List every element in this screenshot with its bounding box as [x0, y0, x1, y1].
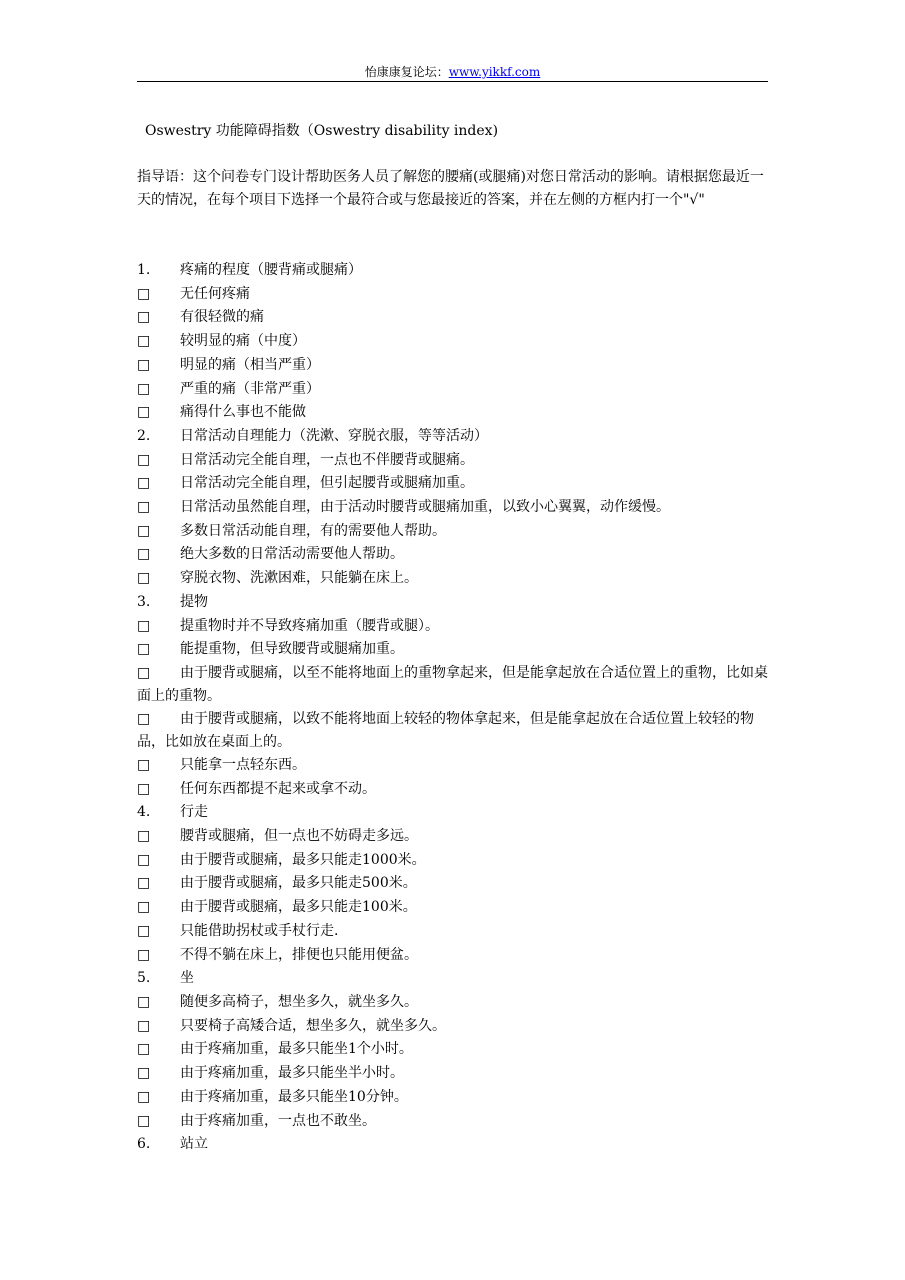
answer-option: [137, 520, 769, 544]
answer-option: [137, 920, 769, 944]
answer-label: 无任何疼痛: [180, 285, 250, 302]
checkbox-icon[interactable]: □: [137, 380, 151, 397]
answer-option: [137, 330, 769, 354]
answer-option: [137, 849, 769, 873]
answer-label: 由于腰背或腿痛，最多只能走100米。: [180, 899, 417, 916]
checkbox-icon[interactable]: □: [137, 664, 151, 681]
answer-label: 穿脱衣物、洗漱困难，只能躺在床上。: [180, 570, 418, 587]
answer-label: 不得不躺在床上，排便也只能用便盆。: [180, 946, 418, 963]
checkbox-icon[interactable]: □: [137, 851, 151, 868]
checkbox-icon[interactable]: □: [137, 309, 151, 326]
answer-label: 有很轻微的痛: [180, 309, 264, 326]
checkbox-icon[interactable]: □: [137, 946, 151, 963]
answer-label: 较明显的痛（中度）: [180, 333, 306, 350]
answer-label: 由于腰背或腿痛，以至不能将地面上的重物拿起来，但是能拿起放在合适位置上的重物，比如桌面上的重物。: [137, 664, 768, 704]
answer-label: 由于腰背或腿痛，以致不能将地面上较轻的物体拿起来，但是能拿起放在合适位置上较轻的物品，比如放在桌面上的。: [137, 710, 754, 750]
page-header: [137, 63, 768, 82]
section-heading: [137, 1133, 769, 1157]
checkbox-icon[interactable]: □: [137, 333, 151, 350]
section-number: 5.: [137, 970, 151, 987]
answer-label: 日常活动虽然能自理，由于活动时腰背或腿痛加重，以致小心翼翼，动作缓慢。: [180, 499, 670, 516]
answer-label: 只能借助拐杖或手杖行走.: [180, 922, 339, 939]
section-number: 3.: [137, 593, 151, 610]
checkbox-icon[interactable]: □: [137, 710, 151, 727]
checkbox-icon[interactable]: □: [137, 617, 151, 634]
answer-label: 能提重物，但导致腰背或腿痛加重。: [180, 641, 404, 658]
section-title: 坐: [180, 970, 194, 987]
checkbox-icon[interactable]: □: [137, 499, 151, 516]
answer-label: 提重物时并不导致疼痛加重（腰背或腿）。: [180, 617, 439, 634]
answer-label: 任何东西都提不起来或拿不动。: [180, 780, 376, 797]
section-heading: [137, 425, 769, 449]
answer-label: 明显的痛（相当严重）: [180, 356, 320, 373]
section-heading: [137, 259, 769, 283]
answer-option: [137, 567, 769, 591]
answer-label: 多数日常活动能自理，有的需要他人帮助。: [180, 522, 446, 539]
answer-option: [137, 1110, 769, 1134]
answer-label: 腰背或腿痛，但一点也不妨碍走多远。: [180, 828, 418, 845]
section-heading: [137, 801, 769, 825]
answer-option: [137, 708, 769, 754]
answer-option: [137, 825, 769, 849]
checkbox-icon[interactable]: □: [137, 993, 151, 1010]
section-number: 4.: [137, 804, 151, 821]
answer-label: 痛得什么事也不能做: [180, 404, 306, 421]
answer-option: [137, 543, 769, 567]
answer-label: 由于腰背或腿痛，最多只能走500米。: [180, 875, 417, 892]
checkbox-icon[interactable]: □: [137, 404, 151, 421]
section-title: 提物: [180, 593, 208, 610]
answer-option: [137, 754, 769, 778]
checkbox-icon[interactable]: □: [137, 1112, 151, 1129]
checkbox-icon[interactable]: □: [137, 922, 151, 939]
header-prefix: 怡康康复论坛：: [364, 65, 449, 79]
answer-option: [137, 306, 769, 330]
checkbox-icon[interactable]: □: [137, 756, 151, 773]
section-title: 站立: [180, 1136, 208, 1153]
answer-label: 由于疼痛加重，最多只能坐1个小时。: [180, 1041, 413, 1058]
questionnaire: [137, 259, 769, 1157]
checkbox-icon[interactable]: □: [137, 899, 151, 916]
answer-option: [137, 401, 769, 425]
answer-option: [137, 472, 769, 496]
answer-option: [137, 638, 769, 662]
checkbox-icon[interactable]: □: [137, 1041, 151, 1058]
answer-option: [137, 896, 769, 920]
section-title: 日常活动自理能力（洗漱、穿脱衣服，等等活动）: [180, 427, 488, 444]
forum-link[interactable]: www.yikkf.com: [448, 65, 541, 79]
answer-option: [137, 615, 769, 639]
checkbox-icon[interactable]: □: [137, 451, 151, 468]
checkbox-icon[interactable]: □: [137, 546, 151, 563]
checkbox-icon[interactable]: □: [137, 875, 151, 892]
answer-label: 绝大多数的日常活动需要他人帮助。: [180, 546, 404, 563]
checkbox-icon[interactable]: □: [137, 475, 151, 492]
answer-label: 由于疼痛加重，最多只能坐半小时。: [180, 1065, 404, 1082]
checkbox-icon[interactable]: □: [137, 570, 151, 587]
answer-label: 由于疼痛加重，最多只能坐10分钟。: [180, 1088, 408, 1105]
checkbox-icon[interactable]: □: [137, 1088, 151, 1105]
answer-label: 日常活动完全能自理，但引起腰背或腿痛加重。: [180, 475, 474, 492]
answer-label: 只要椅子高矮合适，想坐多久，就坐多久。: [180, 1017, 446, 1034]
answer-option: [137, 1062, 769, 1086]
answer-label: 严重的痛（非常严重）: [180, 380, 320, 397]
section-number: 6.: [137, 1136, 151, 1153]
checkbox-icon[interactable]: □: [137, 285, 151, 302]
answer-option: [137, 496, 769, 520]
answer-option: [137, 991, 769, 1015]
answer-option: [137, 778, 769, 802]
answer-option: [137, 1038, 769, 1062]
checkbox-icon[interactable]: □: [137, 828, 151, 845]
answer-option: [137, 354, 769, 378]
answer-option: [137, 944, 769, 968]
section-number: 2.: [137, 427, 151, 444]
checkbox-icon[interactable]: □: [137, 356, 151, 373]
answer-label: 由于疼痛加重，一点也不敢坐。: [180, 1112, 376, 1129]
document-title: Oswestry 功能障碍指数（Oswestry disability index): [145, 123, 499, 139]
answer-option: [137, 1086, 769, 1110]
answer-option: [137, 378, 769, 402]
checkbox-icon[interactable]: □: [137, 1065, 151, 1082]
section-title: 疼痛的程度（腰背痛或腿痛）: [180, 262, 362, 278]
instructions-paragraph: 指导语：这个问卷专门设计帮助医务人员了解您的腰痛(或腿痛)对您日常活动的影响。请根据您最近一天的情况，在每个项目下选择一个最符合或与您最接近的答案，并在左侧的方框内打一个"√": [137, 169, 764, 208]
checkbox-icon[interactable]: □: [137, 780, 151, 797]
answer-option: [137, 662, 769, 708]
checkbox-icon[interactable]: □: [137, 641, 151, 658]
section-number: 1.: [137, 262, 151, 278]
answer-label: 由于腰背或腿痛，最多只能走1000米。: [180, 851, 426, 868]
answer-label: 日常活动完全能自理，一点也不伴腰背或腿痛。: [180, 451, 474, 468]
answer-option: [137, 283, 769, 307]
answer-option: [137, 872, 769, 896]
answer-label: 只能拿一点轻东西。: [180, 756, 306, 773]
answer-option: [137, 1015, 769, 1039]
section-heading: [137, 967, 769, 991]
answer-label: 随便多高椅子，想坐多久，就坐多久。: [180, 993, 418, 1010]
section-title: 行走: [180, 804, 208, 821]
checkbox-icon[interactable]: □: [137, 1017, 151, 1034]
section-heading: [137, 591, 769, 615]
answer-option: [137, 449, 769, 473]
checkbox-icon[interactable]: □: [137, 522, 151, 539]
